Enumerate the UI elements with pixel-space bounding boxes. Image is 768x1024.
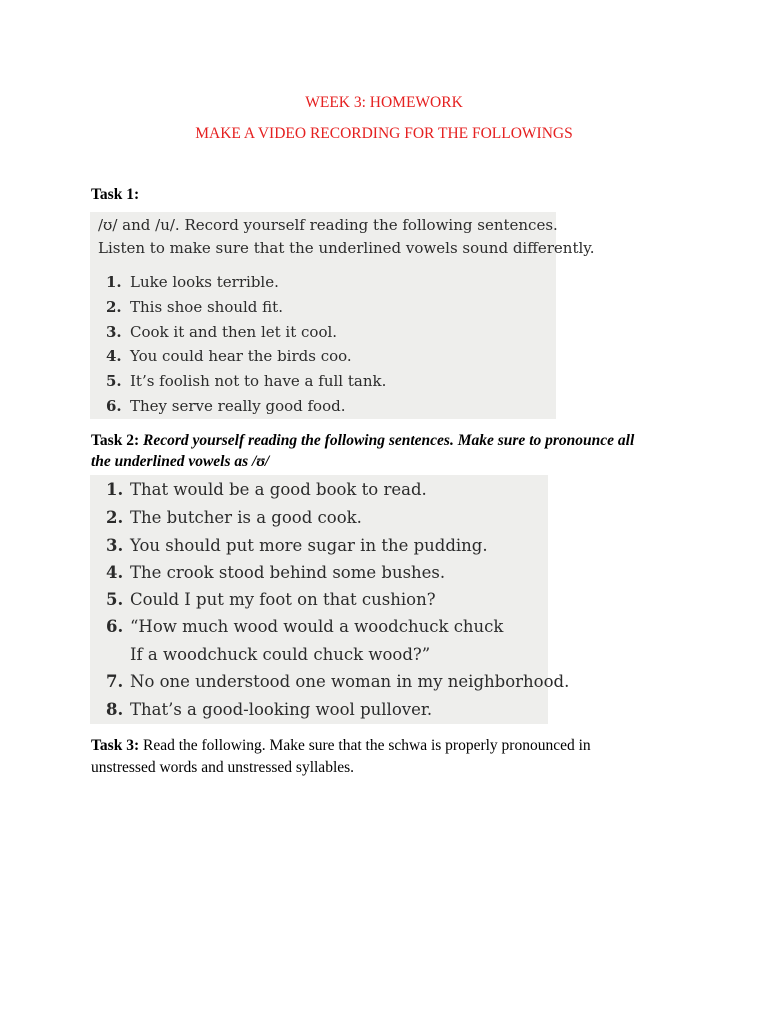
task2-sentence — [106, 617, 503, 636]
sentence-number: 1. — [106, 273, 122, 291]
task2-sentence — [106, 590, 436, 609]
task2-sentence — [106, 563, 445, 582]
task2-sentence — [106, 508, 362, 527]
task3-text: Read the following. Make sure that the schwa is properly pronounced in — [142, 737, 591, 754]
sentence-number: 7. — [106, 672, 124, 691]
task1-intro-line2: Listen to make sure that the underlined vowels sound differently. — [98, 239, 595, 257]
task3-label: Task 3: — [91, 737, 140, 754]
sentence-text: You could hear the birds coo. — [130, 347, 352, 365]
task1-label: Task 1: — [91, 186, 140, 203]
task3-line1 — [91, 737, 591, 755]
sentence-number: 4. — [106, 563, 124, 582]
sentence-text: That would be a good book to read. — [130, 480, 427, 499]
task1-sentence — [106, 347, 352, 365]
task1-sentence — [106, 273, 279, 291]
sentence-text: No one understood one woman in my neighborhood. — [130, 672, 570, 691]
sentence-text: Could I put my foot on that cushion? — [130, 590, 436, 609]
sentence-text: “How much wood would a woodchuck chuck — [130, 617, 504, 636]
task2-label: Task 2: — [91, 432, 140, 449]
task2-sentence — [106, 672, 569, 691]
sentence-number: 6. — [106, 397, 122, 415]
task2-scanned-exercise — [90, 475, 570, 724]
task2-sentence — [106, 536, 488, 555]
sentence-number: 1. — [106, 480, 124, 499]
sentence-number: 4. — [106, 347, 122, 365]
task1-scanned-exercise — [90, 212, 595, 419]
week-title: WEEK 3: HOMEWORK — [305, 94, 463, 111]
task1-intro-line1: /ʊ/ and /u/. Record yourself reading the following sentences. — [98, 216, 558, 234]
task2-instruction-line1 — [91, 432, 634, 450]
sentence-text: You should put more sugar in the pudding. — [130, 536, 488, 555]
task2-sentence — [106, 700, 432, 719]
sentence-number: 2. — [106, 508, 124, 527]
sentence-number: 6. — [106, 617, 124, 636]
sentence-text: They serve really good food. — [130, 397, 346, 415]
task1-sentence — [106, 298, 283, 316]
sentence-text: It’s foolish not to have a full tank. — [130, 372, 387, 390]
recording-instruction: MAKE A VIDEO RECORDING FOR THE FOLLOWINGS — [195, 125, 573, 142]
task1-sentence — [106, 372, 386, 390]
sentence-number: 8. — [106, 700, 124, 719]
sentence-number: 2. — [106, 298, 122, 316]
sentence-number: 5. — [106, 372, 122, 390]
sentence-text: Luke looks terrible. — [130, 273, 279, 291]
task3-line2: unstressed words and unstressed syllables. — [91, 759, 355, 776]
sentence-text: Cook it and then let it cool. — [130, 323, 338, 341]
sentence-text: The butcher is a good cook. — [130, 508, 362, 527]
sentence-number: 3. — [106, 323, 122, 341]
task2-instruction-line2: the underlined vowels as /ʊ/ — [91, 453, 270, 470]
sentence-text: The crook stood behind some bushes. — [130, 563, 446, 582]
sentence-number: 3. — [106, 536, 124, 555]
task1-sentence — [106, 397, 346, 415]
sentence-text: If a woodchuck could chuck wood?” — [130, 645, 431, 664]
sentence-text: This shoe should fit. — [130, 298, 283, 316]
task2-sentence-continuation — [130, 645, 430, 664]
sentence-text: That’s a good-looking wool pullover. — [130, 700, 433, 719]
task1-sentence — [106, 323, 337, 341]
sentence-number: 5. — [106, 590, 124, 609]
task2-instruction-text: Record yourself reading the following sentences. Make sure to pronounce all — [142, 432, 635, 449]
task2-sentence — [106, 480, 427, 499]
